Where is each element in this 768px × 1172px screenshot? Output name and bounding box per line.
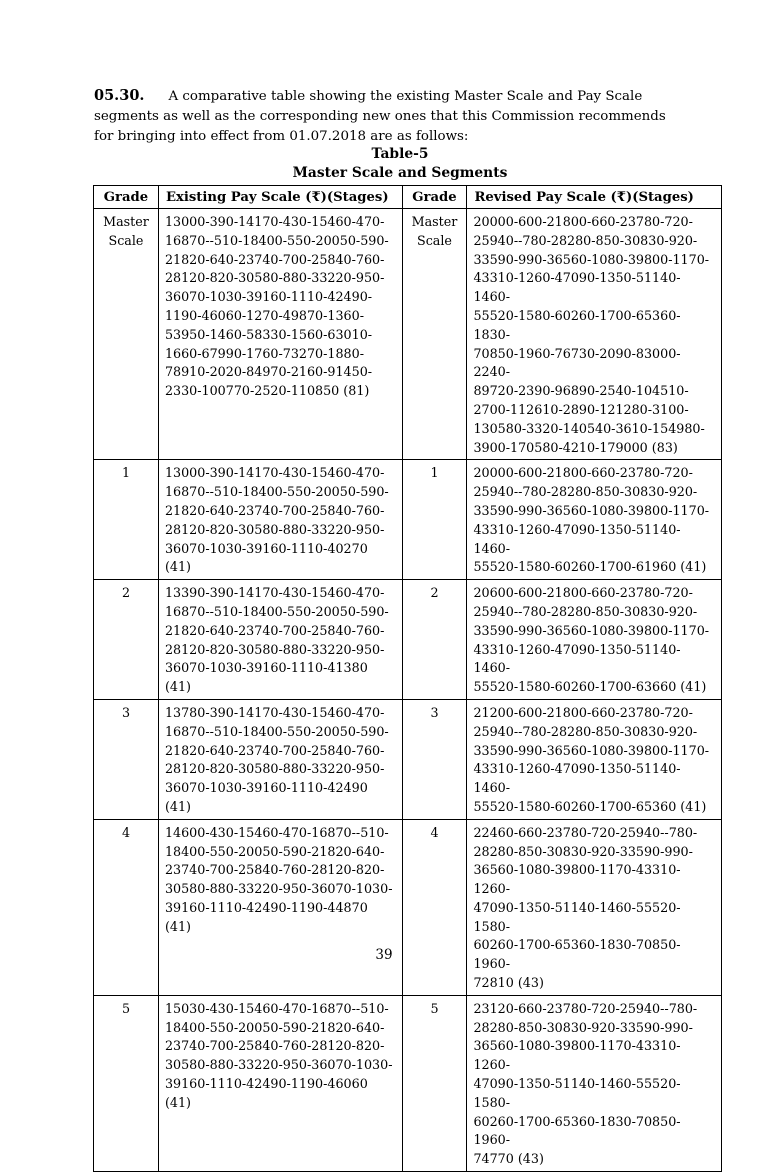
existing-scale-cell: 13000-390-14170-430-15460-470- 16870--510-18400-550-20050-590- 21820-640-23740-700-25840-760- 28120-820-30580-880-33220-950- 36070-1030-39160-1110-40270 (41) — [158, 460, 402, 580]
revised-scale-cell: 20600-600-21800-660-23780-720- 25940--780-28280-850-30830-920- 33590-990-36560-1080-39800-1170- 43310-1260-47090-1350-51140-1460- 55520-1580-60260-1700-63660 (41) — [467, 580, 722, 700]
table-subtitle: Master Scale and Segments — [292, 165, 508, 181]
existing-scale-cell: 15030-430-15460-470-16870--510- 18400-550-20050-590-21820-640- 23740-700-25840-760-28120-820- 30580-880-33220-950-36070-1030- 39160-1110-42490-1190-46060 (41) — [158, 995, 402, 1171]
table-row — [94, 819, 722, 995]
header-grade: Grade — [94, 186, 159, 209]
revised-grade-cell: Master Scale — [402, 209, 467, 460]
table-header-row — [94, 186, 722, 209]
revised-scale-cell: 23120-660-23780-720-25940--780- 28280-850-30830-920-33590-990- 36560-1080-39800-1170-43310-1260- 47090-1350-51140-1460-55520-1580- 60260-1700-65360-1830-70850-1960- 74770 (43) — [467, 995, 722, 1171]
paragraph-text: A comparative table showing the existing Master Scale and Pay Scale segments as well as the corresponding new ones that this Commission recommends for bringing into effect from 01.07.2018 are as follows: — [94, 89, 666, 144]
table-row — [94, 209, 722, 460]
table-title: Table-5 — [371, 146, 429, 162]
grade-cell: Master Scale — [94, 209, 159, 460]
revised-grade-cell: 3 — [402, 699, 467, 819]
revised-grade-cell: 4 — [402, 819, 467, 995]
page-number: 39 — [375, 947, 393, 963]
existing-scale-cell: 13390-390-14170-430-15460-470- 16870--510-18400-550-20050-590- 21820-640-23740-700-25840-760- 28120-820-30580-880-33220-950- 36070-1030-39160-1110-41380 (41) — [158, 580, 402, 700]
table-row — [94, 699, 722, 819]
table-row — [94, 460, 722, 580]
table-row — [94, 580, 722, 700]
header-revised-pay-scale: Revised Pay Scale (₹)(Stages) — [467, 186, 722, 209]
revised-grade-cell: 5 — [402, 995, 467, 1171]
revised-grade-cell: 2 — [402, 580, 467, 700]
revised-grade-cell: 1 — [402, 460, 467, 580]
grade-cell: 5 — [94, 995, 159, 1171]
table-row — [94, 995, 722, 1171]
grade-cell: 1 — [94, 460, 159, 580]
revised-scale-cell: 20000-600-21800-660-23780-720- 25940--780-28280-850-30830-920- 33590-990-36560-1080-39800-1170- 43310-1260-47090-1350-51140-1460- 55520-1580-60260-1700-65360-1830- 70850-1960-76730-2090-83000-2240- 89720-2390-96890-2540-104510- 2700-112610-2890-121280-3100- 130580-3320-140540-3610-154980- 3900-170580-4210-179000 (83) — [467, 209, 722, 460]
paragraph-number: 05.30. — [94, 87, 145, 104]
intro-paragraph — [94, 86, 684, 147]
grade-cell: 3 — [94, 699, 159, 819]
revised-scale-cell: 20000-600-21800-660-23780-720- 25940--780-28280-850-30830-920- 33590-990-36560-1080-39800-1170- 43310-1260-47090-1350-51140-1460- 55520-1580-60260-1700-61960 (41) — [467, 460, 722, 580]
header-grade-revised: Grade — [402, 186, 467, 209]
grade-cell: 4 — [94, 819, 159, 995]
existing-scale-cell: 13780-390-14170-430-15460-470- 16870--510-18400-550-20050-590- 21820-640-23740-700-25840-760- 28120-820-30580-880-33220-950- 36070-1030-39160-1110-42490 (41) — [158, 699, 402, 819]
revised-scale-cell: 21200-600-21800-660-23780-720- 25940--780-28280-850-30830-920- 33590-990-36560-1080-39800-1170- 43310-1260-47090-1350-51140-1460- 55520-1580-60260-1700-65360 (41) — [467, 699, 722, 819]
existing-scale-cell: 14600-430-15460-470-16870--510- 18400-550-20050-590-21820-640- 23740-700-25840-760-28120-820- 30580-880-33220-950-36070-1030- 39160-1110-42490-1190-44870 (41) — [158, 819, 402, 995]
revised-scale-cell: 22460-660-23780-720-25940--780- 28280-850-30830-920-33590-990- 36560-1080-39800-1170-43310-1260- 47090-1350-51140-1460-55520-1580- 60260-1700-65360-1830-70850-1960- 72810 (43) — [467, 819, 722, 995]
header-existing-pay-scale: Existing Pay Scale (₹)(Stages) — [158, 186, 402, 209]
existing-scale-cell: 13000-390-14170-430-15460-470- 16870--510-18400-550-20050-590- 21820-640-23740-700-25840-760- 28120-820-30580-880-33220-950- 36070-1030-39160-1110-42490- 1190-46060-1270-49870-1360- 53950-1460-58330-1560-63010- 1660-67990-1760-73270-1880- 78910-2020-84970-2160-91450- 2330-100770-2520-110850 (81) — [158, 209, 402, 460]
grade-cell: 2 — [94, 580, 159, 700]
